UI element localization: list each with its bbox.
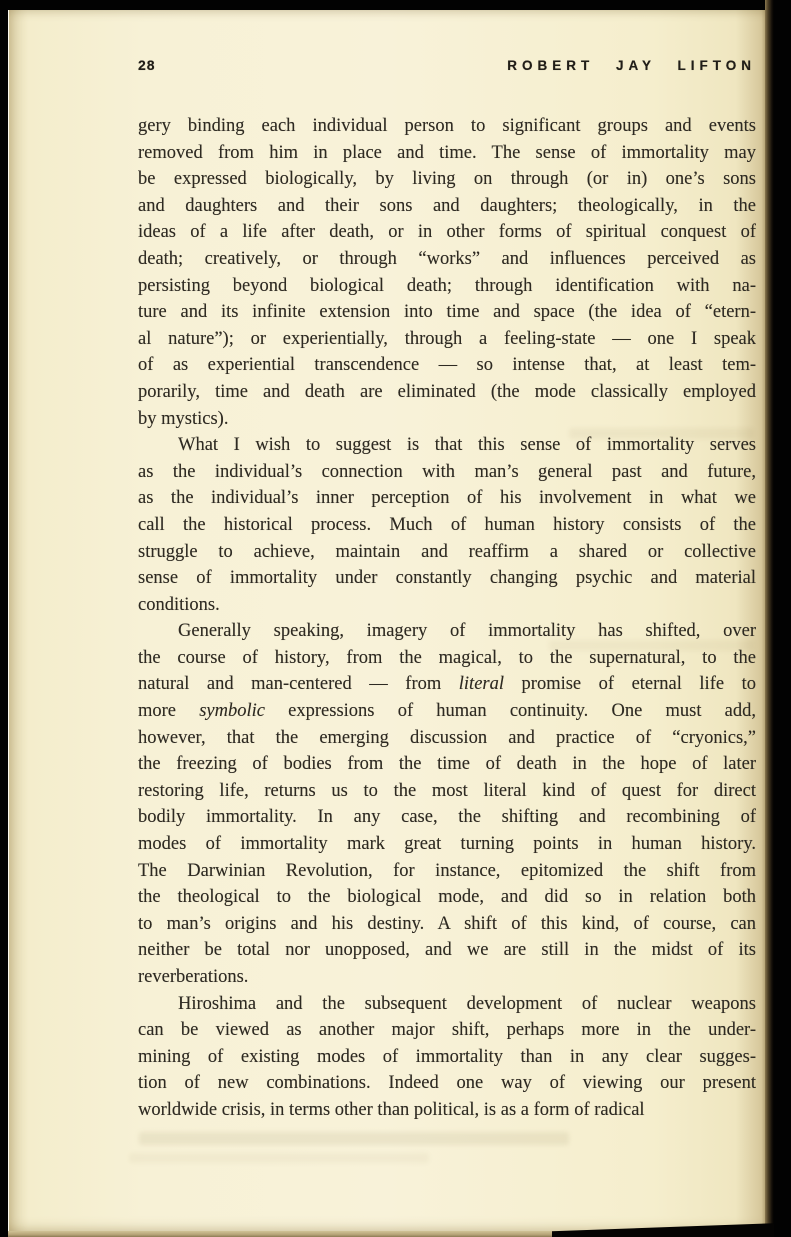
text-line xyxy=(138,1097,756,1124)
text-segment: of as experiential transcendence — so intense that, at least tem- xyxy=(138,355,756,376)
text-segment: by mystics). xyxy=(138,408,229,429)
italic-text: symbolic xyxy=(199,701,265,722)
text-segment: neither be total nor unopposed, and we are still in the midst of its xyxy=(138,940,756,961)
text-segment: The Darwinian Revolution, for instance, epitomized the shift from xyxy=(138,860,756,881)
bleed-through-artifact xyxy=(129,1153,429,1163)
text-segment: be expressed biologically, by living on through (or in) one’s sons xyxy=(138,169,756,190)
text-segment: the freezing of bodies from the time of death in the hope of later xyxy=(138,754,756,775)
page-right-edge xyxy=(765,0,774,1237)
paragraph xyxy=(138,432,756,618)
text-line xyxy=(138,459,756,486)
text-line xyxy=(138,565,756,592)
text-segment: tion of new combinations. Indeed one way of viewing our present xyxy=(138,1073,756,1094)
page-body xyxy=(138,113,756,1124)
text-line xyxy=(138,432,756,459)
text-line xyxy=(138,219,756,246)
text-segment: bodily immortality. In any case, the shifting and recombining of xyxy=(138,807,756,828)
text-line xyxy=(138,166,756,193)
text-line xyxy=(138,140,756,167)
text-segment: What I wish to suggest is that this sense of immortality serves xyxy=(178,435,756,456)
text-line xyxy=(138,1070,756,1097)
text-segment: porarily, time and death are eliminated (the mode classically employed xyxy=(138,381,756,402)
text-line xyxy=(138,991,756,1018)
text-segment: removed from him in place and time. The sense of immortality may xyxy=(138,142,756,163)
text-segment: promise of eternal life to xyxy=(504,674,756,695)
text-line xyxy=(138,937,756,964)
text-line xyxy=(138,273,756,300)
text-segment: reverberations. xyxy=(138,967,249,987)
text-segment: Hiroshima and the subsequent development of nuclear weapons xyxy=(178,993,756,1014)
running-head: ROBERT JAY LIFTON xyxy=(507,58,756,73)
text-segment: worldwide crisis, in terms other than political, is as a form of radical xyxy=(138,1099,645,1120)
italic-text: literal xyxy=(458,674,505,695)
text-line xyxy=(138,1044,756,1071)
text-line xyxy=(138,645,756,672)
text-line xyxy=(138,539,756,566)
text-segment: gery binding each individual person to significant groups and events xyxy=(138,116,756,136)
text-segment: expressions of human continuity. One must add, xyxy=(264,701,756,722)
text-segment: sense of immortality under constantly changing psychic and material xyxy=(138,568,756,589)
text-segment: struggle to achieve, maintain and reaffirm a shared or collective xyxy=(138,541,756,562)
text-segment: ture and its infinite extension into time and space (the idea of “etern- xyxy=(138,302,756,323)
text-line xyxy=(138,246,756,273)
text-line xyxy=(138,379,756,406)
text-line xyxy=(138,512,756,539)
text-segment: modes of immortality mark great turning points in human history. xyxy=(138,834,756,855)
text-line xyxy=(138,964,756,991)
text-line xyxy=(138,485,756,512)
text-segment: more xyxy=(138,701,200,722)
text-segment: persisting beyond biological death; through identification with na- xyxy=(138,275,756,296)
text-line xyxy=(138,406,756,433)
book-page xyxy=(8,10,766,1232)
text-line xyxy=(138,113,756,140)
text-line xyxy=(138,804,756,831)
text-segment: al nature”); or experientially, through a feeling-state — one I speak xyxy=(138,328,756,349)
text-segment: death; creatively, or through “works” and influences perceived as xyxy=(138,248,756,269)
paragraph xyxy=(138,618,756,990)
text-line xyxy=(138,725,756,752)
text-line xyxy=(138,671,756,698)
text-segment: the theological to the biological mode, and did so in relation both xyxy=(138,887,756,908)
text-line xyxy=(138,751,756,778)
page-number: 28 xyxy=(138,57,156,73)
text-segment: conditions. xyxy=(138,594,220,615)
text-line xyxy=(138,698,756,725)
bleed-through-artifact xyxy=(139,1132,569,1145)
text-segment: to man’s origins and his destiny. A shift of this kind, of course, can xyxy=(138,913,756,934)
text-line xyxy=(138,592,756,619)
text-segment: can be viewed as another major shift, perhaps more in the under- xyxy=(138,1020,756,1041)
text-segment: natural and man-centered — from xyxy=(138,674,459,695)
text-segment: ideas of a life after death, or in other forms of spiritual conquest of xyxy=(138,222,756,243)
text-segment: call the historical process. Much of human history consists of the xyxy=(138,514,756,535)
text-segment: however, that the emerging discussion and practice of “cryonics,” xyxy=(138,727,756,748)
text-line xyxy=(138,193,756,220)
text-line xyxy=(138,326,756,353)
text-line xyxy=(138,299,756,326)
text-line xyxy=(138,1017,756,1044)
text-line xyxy=(138,884,756,911)
text-segment: and daughters and their sons and daughters; theologically, in the xyxy=(138,195,756,216)
text-segment: Generally speaking, imagery of immortality has shifted, over xyxy=(178,621,756,642)
paragraph xyxy=(138,991,756,1124)
page-header xyxy=(138,57,756,73)
text-line xyxy=(138,352,756,379)
text-line xyxy=(138,858,756,885)
page-bottom-edge xyxy=(8,1231,560,1237)
text-line xyxy=(138,778,756,805)
text-segment: as the individual’s connection with man’s general past and future, xyxy=(138,461,756,482)
text-segment: mining of existing modes of immortality than in any clear sugges- xyxy=(138,1046,756,1067)
text-segment: restoring life, returns us to the most literal kind of quest for direct xyxy=(138,780,756,801)
text-line xyxy=(138,831,756,858)
text-line xyxy=(138,618,756,645)
text-segment: as the individual’s inner perception of his involvement in what we xyxy=(138,488,756,509)
text-segment: the course of history, from the magical, to the supernatural, to the xyxy=(138,647,756,668)
text-line xyxy=(138,911,756,938)
paragraph xyxy=(138,113,756,432)
